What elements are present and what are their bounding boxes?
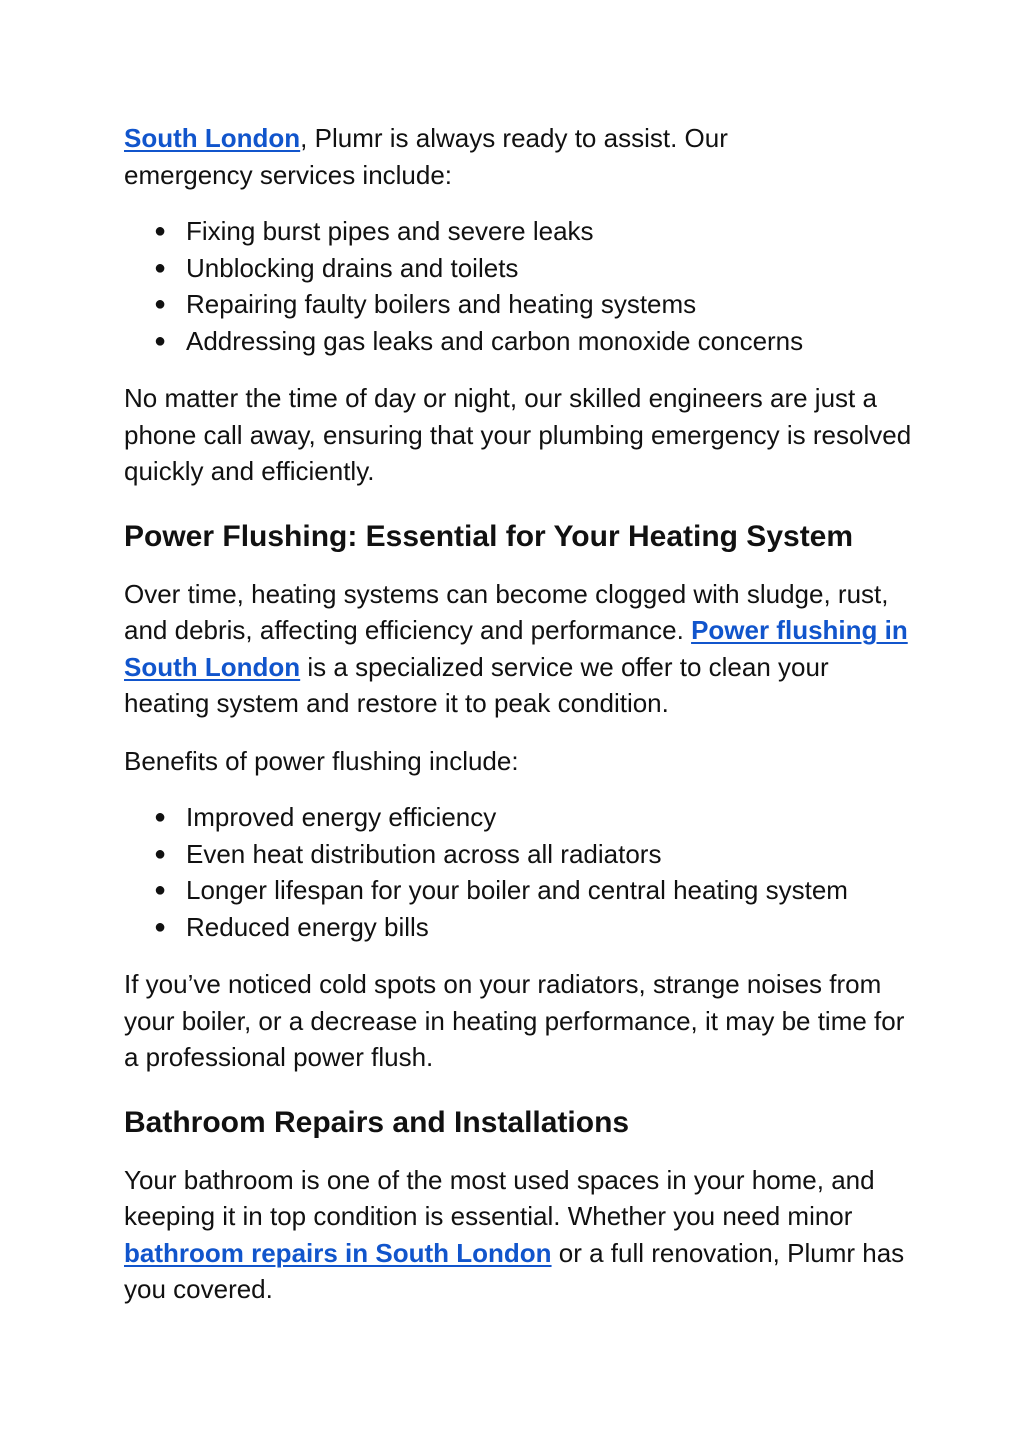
bathroom-heading: Bathroom Repairs and Installations — [124, 1105, 630, 1139]
power-flush-closing-paragraph: If you’ve noticed cold spots on your radiators, strange noises from your boiler, or a decrease in heating performance, it may be time for a professional power flush. — [124, 969, 905, 1072]
bullet-icon: ● — [154, 806, 167, 828]
bullet-icon: ● — [154, 329, 167, 352]
bullet-icon: ● — [154, 220, 167, 242]
intro-text: , Plumr is always ready to assist. Our — [300, 123, 728, 153]
list-item: ● Unblocking drains and toilets — [124, 250, 914, 287]
emergency-services-list — [124, 213, 914, 359]
bathroom-repairs-link[interactable]: bathroom repairs in South London — [124, 1237, 552, 1268]
bullet-icon: ● — [154, 293, 167, 315]
bullet-icon: ● — [154, 256, 167, 279]
list-item: ● Even heat distribution across all radiators — [124, 836, 914, 873]
bathroom-paragraph: Your bathroom is one of the most used spaces in your home, and keeping it in top condition is essential. Whether you need minor bathroom repairs in South London or a full renovation, Plumr has you covered. — [124, 1164, 905, 1304]
power-flushing-paragraph: Over time, heating systems can become clogged with sludge, rust, and debris, affecting efficiency and performance. Power flushing in South London is a specialized service we offer to clean your heating system and restore it to peak condition. — [124, 578, 908, 718]
list-item: ● Addressing gas leaks and carbon monoxide concerns — [124, 323, 914, 360]
power-flushing-heading: Power Flushing: Essential for Your Heating System — [124, 519, 854, 553]
bullet-icon: ● — [154, 915, 167, 938]
list-item: ● Improved energy efficiency — [124, 799, 914, 836]
south-london-link[interactable]: South London — [124, 123, 301, 153]
benefits-intro: Benefits of power flushing include: — [124, 745, 519, 776]
power-flushing-link[interactable]: Power flushing in South London — [124, 615, 908, 682]
document-page — [124, 120, 914, 1308]
benefits-list — [124, 799, 914, 945]
list-item: ● Reduced energy bills — [124, 909, 914, 946]
emergency-paragraph: No matter the time of day or night, our skilled engineers are just a phone call away, ensuring that your plumbing emergency is resolved quickly and efficiently. — [124, 383, 912, 486]
bullet-icon: ● — [154, 842, 167, 865]
bullet-icon: ● — [154, 879, 167, 901]
list-item: ● Longer lifespan for your boiler and central heating system — [124, 872, 914, 909]
intro-text-line2: emergency services include: — [124, 159, 453, 190]
intro-paragraph — [124, 120, 914, 193]
list-item: ● Repairing faulty boilers and heating systems — [124, 286, 914, 323]
list-item: ● Fixing burst pipes and severe leaks — [124, 213, 914, 250]
